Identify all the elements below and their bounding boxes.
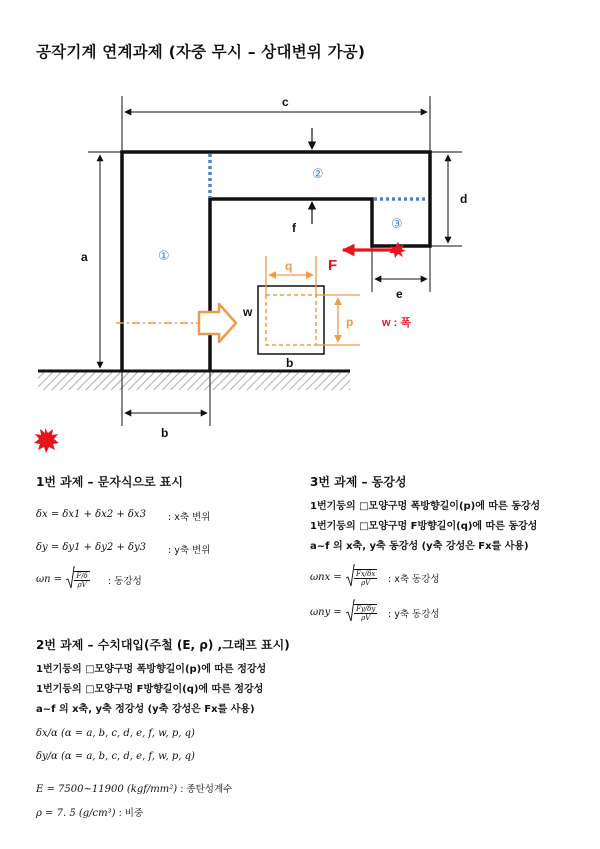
- label-w: w: [243, 305, 253, 319]
- label-b: b: [161, 426, 169, 440]
- label-d: d: [460, 192, 468, 206]
- feed-arrow-icon: [199, 304, 236, 342]
- section1-eq1-note: : x축 변위: [168, 512, 211, 523]
- ground-hatch: [38, 372, 350, 390]
- section3-eq1-num: Fx/δx: [355, 569, 376, 578]
- label-box-b: b: [286, 356, 294, 370]
- section1-eq2-note: : y축 변위: [168, 545, 211, 556]
- red-star-icon: [34, 428, 59, 453]
- page-title: 공작기계 연계과제 (자중 무시 – 상대변위 가공): [36, 43, 366, 61]
- section2-eq1: δx/α (α = a, b, c, d, e, f, w, p, q): [36, 728, 195, 739]
- section2-eq4: [36, 801, 143, 820]
- label-a: a: [81, 250, 88, 264]
- label-p: p: [346, 315, 354, 329]
- section3-eq2: [310, 599, 377, 626]
- section1-eq3-num: F/δ: [76, 571, 88, 580]
- section2-eq4-note: : 비중: [115, 808, 144, 819]
- section2-eq3-note: : 종탄성계수: [177, 784, 233, 795]
- label-q: q: [285, 259, 293, 273]
- section3-line1: 1번기둥의 □모양구멍 폭방향길이(p)에 따른 동강성: [310, 501, 541, 512]
- section2-eq3-math: E = 7500~11900 (kgf/mm²): [36, 784, 178, 795]
- section3-eq2-num: Fy/δy: [356, 604, 376, 613]
- label-col2: ②: [312, 166, 324, 181]
- section1-eq3-den: ρV: [77, 580, 87, 589]
- section3-eq1: [310, 564, 377, 591]
- label-col3: ③: [391, 216, 403, 231]
- label-e: e: [396, 287, 403, 301]
- section1-eq3-lhs: ωn =: [36, 574, 63, 585]
- section3-eq2-den: ρV: [361, 613, 371, 622]
- section1-eq1: δx = δx1 + δx2 + δx3: [36, 509, 146, 520]
- section3-eq1-den: ρV: [361, 578, 371, 587]
- section3-eq1-lhs: ωnx =: [310, 572, 342, 583]
- label-col1: ①: [158, 248, 170, 263]
- label-f: f: [292, 221, 296, 235]
- section3-eq2-note: : y축 동강성: [388, 609, 440, 620]
- section1-eq2: δy = δy1 + δy2 + δy3: [36, 542, 146, 553]
- hole-box: [258, 286, 324, 354]
- label-width-note: w : 폭: [382, 317, 411, 329]
- section2-line3: a~f 의 x축, y축 정강성 (y축 강성은 Fx를 사용): [36, 704, 255, 715]
- section1-eq3-note: : 동강성: [108, 576, 142, 587]
- section1-eq3-frac: [74, 571, 89, 589]
- section3-eq1-note: : x축 동강성: [388, 574, 440, 585]
- section1-eq3: [36, 566, 90, 593]
- section3-heading: 3번 과제 – 동강성: [310, 475, 407, 489]
- section2-line2: 1번기둥의 □모양구멍 F방향길이(q)에 따른 정강성: [36, 684, 264, 695]
- section3-eq1-frac: [354, 569, 377, 587]
- section2-eq3: [36, 777, 232, 796]
- label-c: c: [282, 95, 289, 109]
- section2-line1: 1번기둥의 □모양구멍 폭방향길이(p)에 따른 정강성: [36, 664, 267, 675]
- section2-eq2: δy/α (α = a, b, c, d, e, f, w, p, q): [36, 751, 195, 762]
- section3-line2: 1번기둥의 □모양구멍 F방향길이(q)에 따른 동강성: [310, 521, 538, 532]
- label-force: F: [328, 257, 338, 274]
- section3-eq2-lhs: ωny =: [310, 607, 342, 618]
- section1-heading: 1번 과제 – 문자식으로 표시: [36, 475, 183, 489]
- section2-heading: 2번 과제 – 수치대입(주철 (E, ρ) ,그래프 표시): [36, 638, 290, 652]
- hole-inner-dashed: [266, 295, 316, 345]
- section3-eq2-frac: [354, 604, 377, 622]
- section2-eq4-math: ρ = 7. 5 (g/cm³): [36, 808, 116, 819]
- section3-line3: a~f 의 x축, y축 동강성 (y축 강성은 Fx를 사용): [310, 541, 529, 552]
